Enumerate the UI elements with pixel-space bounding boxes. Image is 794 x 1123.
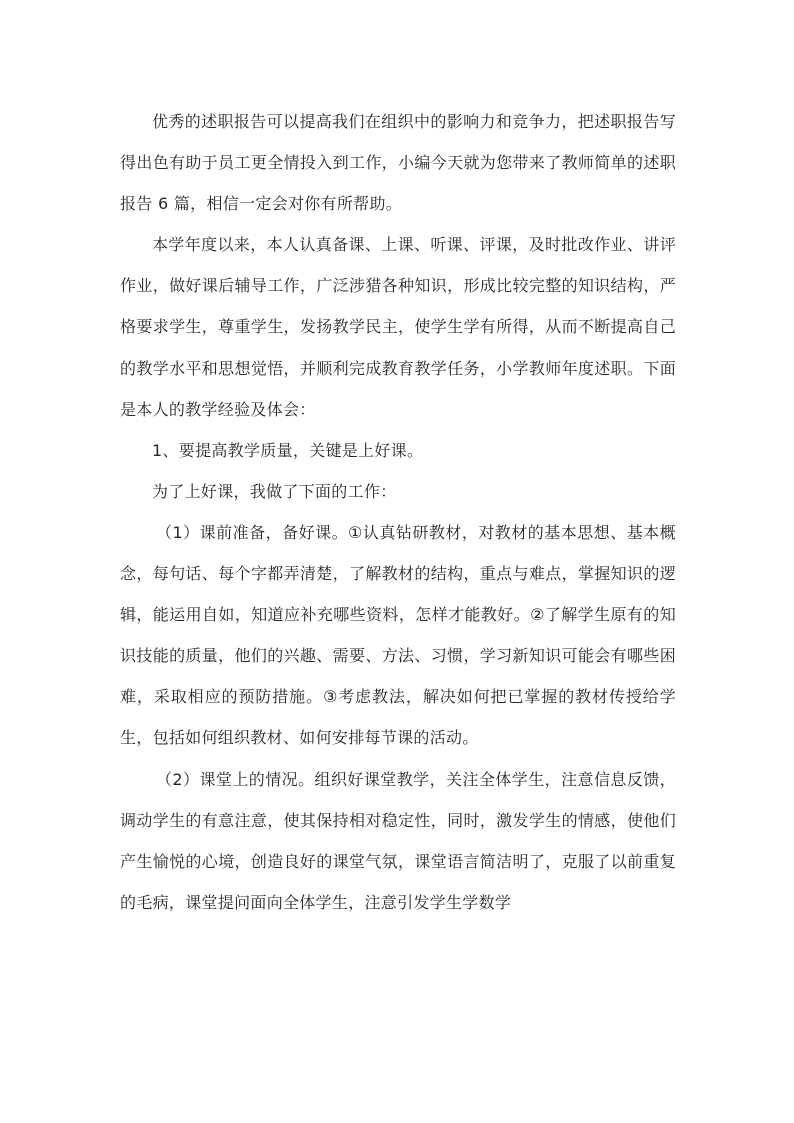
overview-paragraph: 本学年度以来，本人认真备课、上课、听课、评课，及时批改作业、讲评作业，做好课后辅导工作，广泛涉猎各种知识，形成比较完整的知识结构，严格要求学生，尊重学生，发扬教学民主，使学生学有所得，从而不断提高自己的教学水平和思想觉悟，并顺利完成教育教学任务，小学教师年度述职。下面是本人的教学经验及体会： [120, 235, 676, 419]
document-body [120, 101, 676, 923]
work-intro-paragraph: 为了上好课，我做了下面的工作： [152, 481, 397, 501]
lesson-prep-paragraph: （1）课前准备，备好课。①认真钻研教材，对教材的基本思想、基本概念，每句话、每个字都弄清楚，了解教材的结构，重点与难点，掌握知识的逻辑，能运用自如，知道应补充哪些资料，怎样才能教好。②了解学生原有的知识技能的质量，他们的兴趣、需要、方法、习惯，学习新知识可能会有哪些困难，采取相应的预防措施。③考虑教法，解决如何把已掌握的教材传授给学生，包括如何组织教材、如何安排每节课的活动。 [120, 522, 676, 748]
intro-paragraph: 优秀的述职报告可以提高我们在组织中的影响力和竞争力，把述职报告写得出色有助于员工更全情投入到工作，小编今天就为您带来了教师简单的述职报告 6 篇，相信一定会对你有所帮助。 [120, 112, 676, 214]
point-heading-1: 1、要提高教学质量，关键是上好课。 [152, 440, 424, 460]
classroom-paragraph: （2）课堂上的情况。组织好课堂教学，关注全体学生，注意信息反馈，调动学生的有意注意，使其保持相对稳定性，同时，激发学生的情感，使他们产生愉悦的心境，创造良好的课堂气氛，课堂语言简洁明了，克服了以前重复的毛病，课堂提问面向全体学生，注意引发学生学数学 [120, 769, 676, 912]
